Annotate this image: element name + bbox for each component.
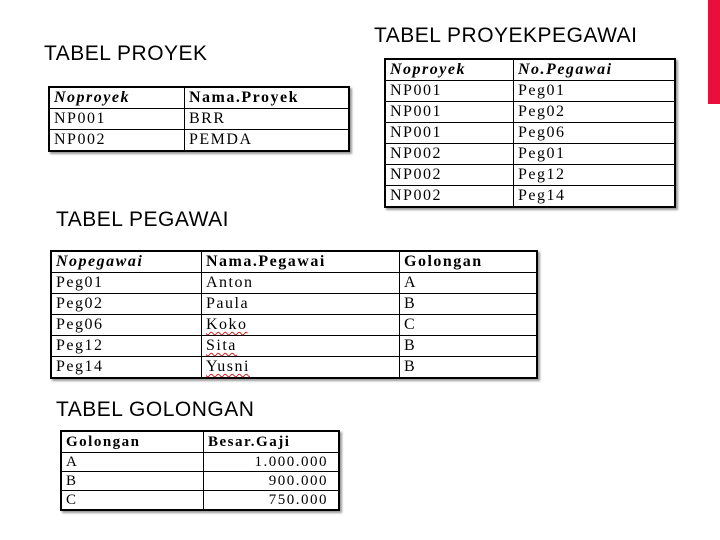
- table-cell: Peg02: [52, 294, 202, 315]
- table-cell: [202, 357, 400, 378]
- table-header-row: [50, 88, 349, 109]
- column-header: Nama.Proyek: [185, 88, 349, 109]
- table-row: [62, 472, 339, 491]
- proyek-title: TABEL PROYEK: [44, 42, 208, 65]
- table-row: [386, 165, 675, 186]
- table-cell: B: [62, 472, 204, 491]
- table-row: [386, 144, 675, 165]
- table-row: [52, 273, 537, 294]
- table-row: [52, 315, 537, 336]
- golongan-title: TABEL GOLONGAN: [56, 398, 255, 421]
- pegawai-title: TABEL PEGAWAI: [56, 208, 229, 231]
- proyekpegawai-title: TABEL PROYEKPEGAWAI: [374, 24, 638, 47]
- column-header: Nopegawai: [52, 252, 202, 273]
- table-cell: NP001: [386, 102, 514, 123]
- table-header-row: [52, 252, 537, 273]
- table-cell: 900.000: [204, 472, 339, 491]
- table-cell: Peg06: [52, 315, 202, 336]
- table-cell: Peg12: [514, 165, 675, 186]
- table-cell: A: [400, 273, 537, 294]
- golongan-table: [60, 430, 340, 511]
- spelling-underline: Koko: [206, 316, 248, 333]
- table-row: [50, 109, 349, 130]
- column-header: Noproyek: [50, 88, 185, 109]
- table-header-row: [62, 432, 339, 453]
- table-row: [62, 453, 339, 472]
- column-header: Golongan: [62, 432, 204, 453]
- table-cell: [202, 336, 400, 357]
- table-cell: Peg12: [52, 336, 202, 357]
- table-row: [50, 130, 349, 151]
- table-cell: Peg01: [52, 273, 202, 294]
- table-cell: NP001: [386, 81, 514, 102]
- table-cell: 1.000.000: [204, 453, 339, 472]
- table-cell: BRR: [185, 109, 349, 130]
- proyekpegawai-table: [384, 58, 676, 208]
- table-cell: A: [62, 453, 204, 472]
- column-header: Golongan: [400, 252, 537, 273]
- table-row: [52, 336, 537, 357]
- column-header: Besar.Gaji: [204, 432, 339, 453]
- table-cell: NP002: [386, 165, 514, 186]
- table-cell: Peg01: [514, 81, 675, 102]
- table-cell: PEMDA: [185, 130, 349, 151]
- pegawai-table: [50, 250, 538, 379]
- table-cell: Peg14: [514, 186, 675, 207]
- table-row: [386, 123, 675, 144]
- table-cell: Paula: [202, 294, 400, 315]
- spelling-underline: Yusni: [206, 358, 250, 375]
- table-header-row: [386, 60, 675, 81]
- spelling-underline: Sita: [206, 337, 237, 354]
- table-cell: NP002: [386, 144, 514, 165]
- table-cell: B: [400, 294, 537, 315]
- table-row: [62, 491, 339, 510]
- table-cell: Peg06: [514, 123, 675, 144]
- column-header: Noproyek: [386, 60, 514, 81]
- table-row: [386, 81, 675, 102]
- table-cell: B: [400, 336, 537, 357]
- table-cell: Peg14: [52, 357, 202, 378]
- proyek-table: [48, 86, 350, 152]
- column-header: No.Pegawai: [514, 60, 675, 81]
- table-row: [386, 102, 675, 123]
- table-cell: 750.000: [204, 491, 339, 510]
- table-row: [386, 186, 675, 207]
- table-cell: B: [400, 357, 537, 378]
- accent-bar: [708, 0, 720, 104]
- table-cell: NP001: [386, 123, 514, 144]
- column-header: Nama.Pegawai: [202, 252, 400, 273]
- table-cell: Anton: [202, 273, 400, 294]
- table-cell: Peg02: [514, 102, 675, 123]
- table-cell: C: [62, 491, 204, 510]
- table-cell: Peg01: [514, 144, 675, 165]
- table-row: [52, 294, 537, 315]
- table-cell: NP001: [50, 109, 185, 130]
- table-cell: C: [400, 315, 537, 336]
- table-cell: [202, 315, 400, 336]
- table-cell: NP002: [50, 130, 185, 151]
- table-cell: NP002: [386, 186, 514, 207]
- table-row: [52, 357, 537, 378]
